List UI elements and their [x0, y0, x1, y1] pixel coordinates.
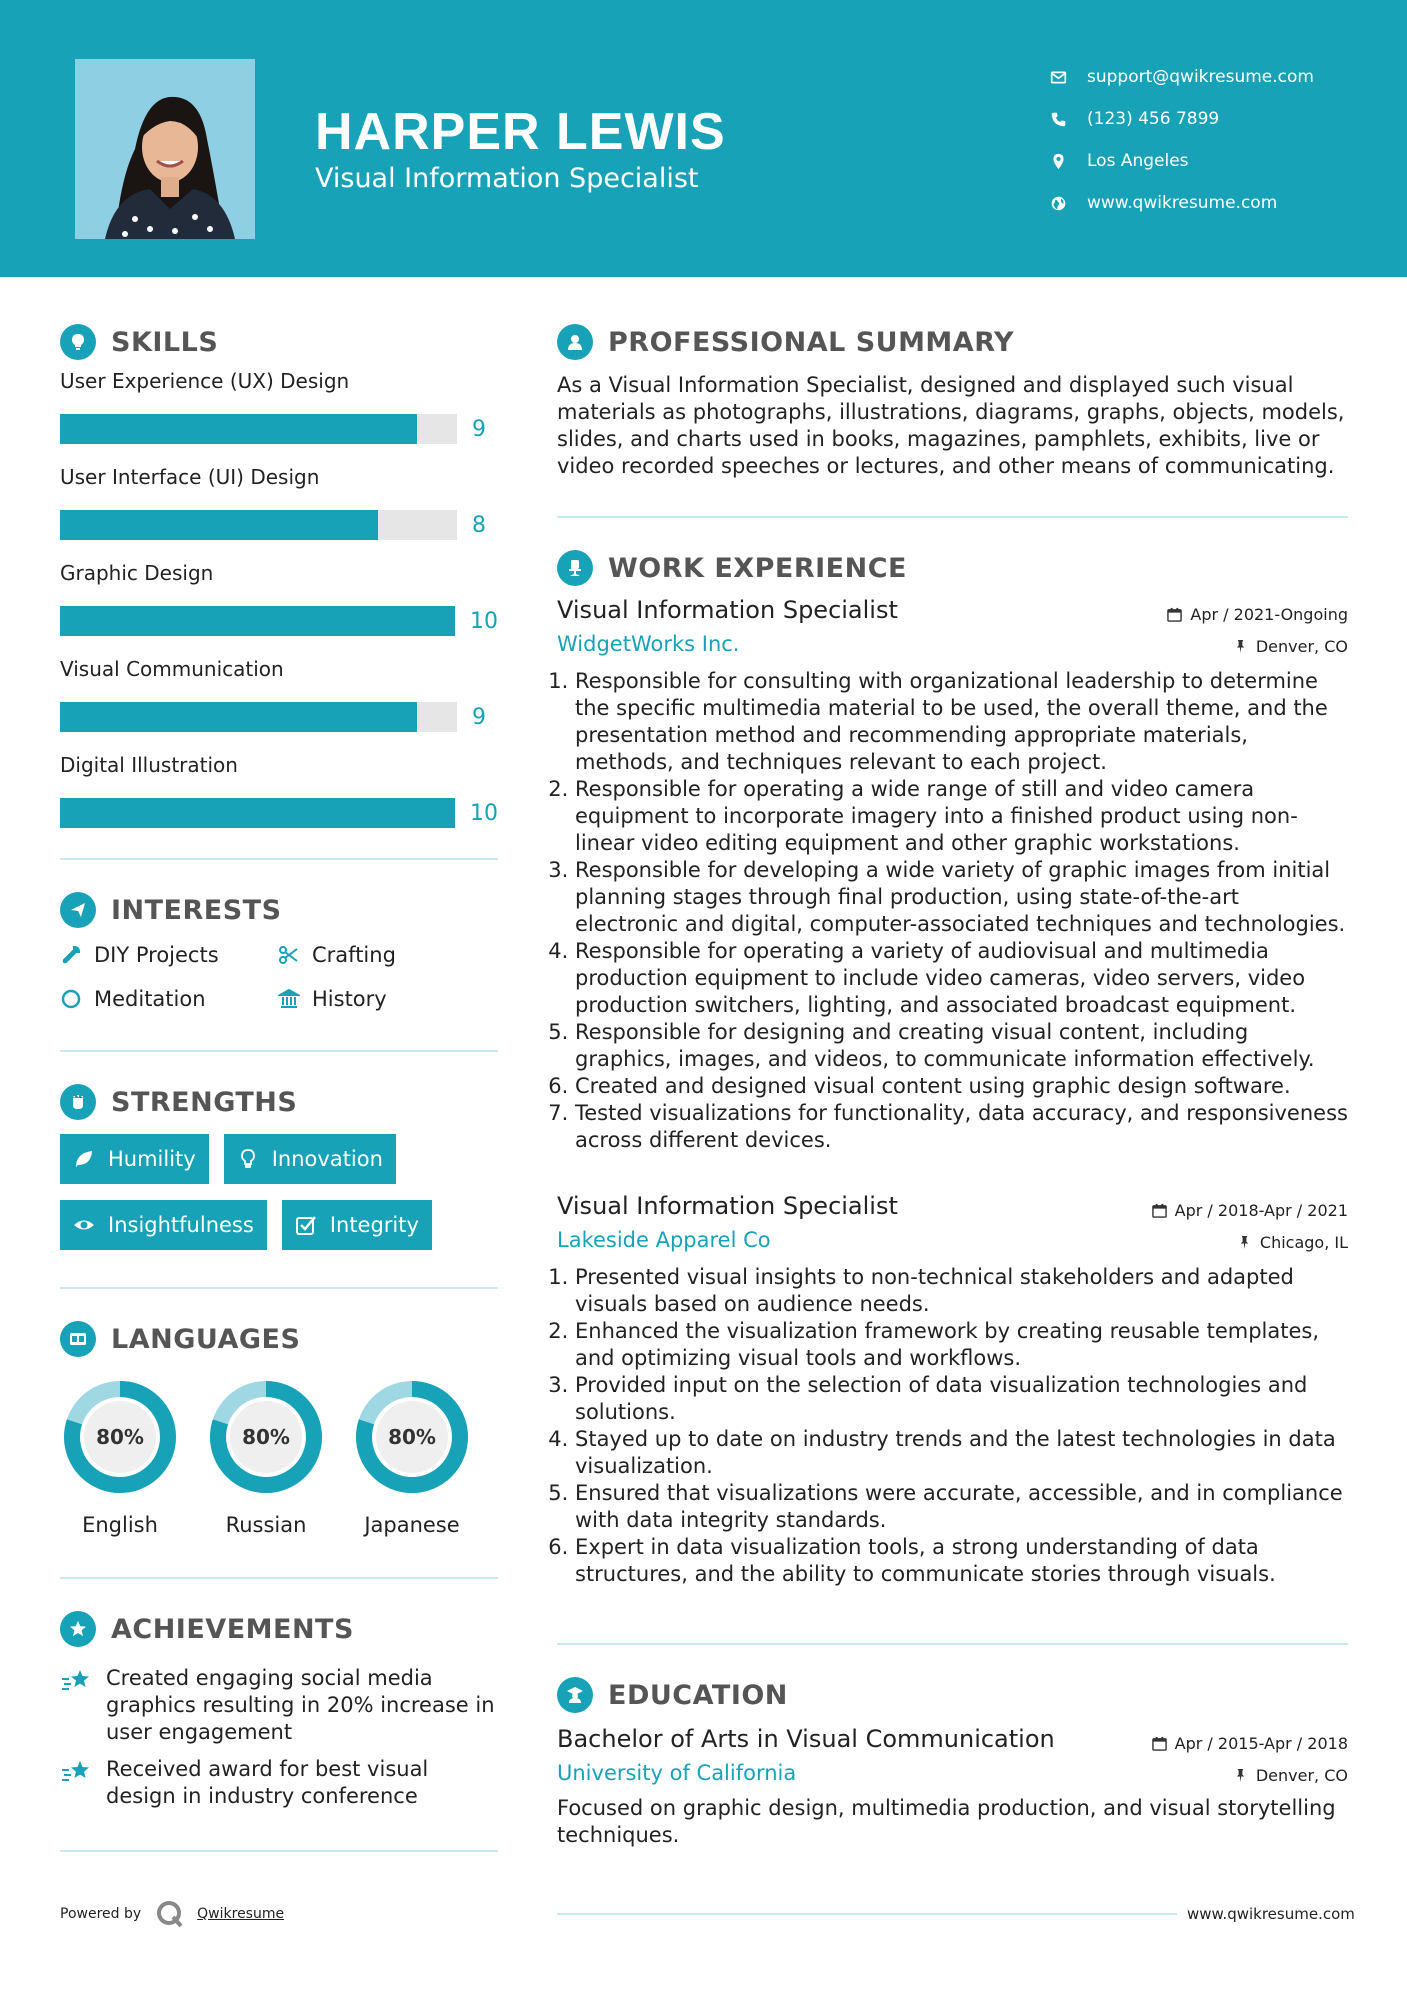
strengths-list — [60, 1134, 498, 1250]
calendar-icon — [1167, 607, 1182, 622]
paper-plane-icon — [60, 892, 96, 928]
map-pin-icon — [1050, 153, 1067, 170]
responsibility-item: 6. Created and designed visual content using graphic design software. — [575, 1073, 1348, 1100]
responsibility-item: 6. Expert in data visualization tools, a strong understanding of data structures, and the ability to communicate stories through visuals. — [575, 1534, 1348, 1588]
check-square-icon — [295, 1214, 317, 1236]
language-name: Russian — [225, 1513, 307, 1537]
summary-text: As a Visual Information Specialist, designed and displayed such visual materials as photographs, illustrations, diagrams, graphs, objects, models, slides, and charts used in books, magazines, pamphlets, exhibits, live or video recorded speeches or lectures, and other means of communicating. — [557, 373, 1345, 478]
job-location-text: Chicago, IL — [1259, 1233, 1348, 1252]
job-head — [557, 1192, 1348, 1220]
job-title: Visual Information Specialist — [557, 596, 898, 624]
language-item — [206, 1377, 326, 1537]
achievements-section — [60, 1609, 498, 1810]
interest-item — [60, 986, 278, 1012]
skill-name: Visual Communication — [60, 657, 284, 681]
experience-section — [557, 548, 1348, 1588]
education-degree: Bachelor of Arts in Visual Communication — [557, 1725, 1055, 1753]
pushpin-icon — [1233, 639, 1248, 654]
job-company: WidgetWorks Inc. — [557, 632, 740, 656]
skill-name: Graphic Design — [60, 561, 214, 585]
strength-label: Innovation — [271, 1147, 383, 1171]
skill-bar-track — [60, 798, 455, 828]
skill-bar-track — [60, 510, 457, 540]
interests-heading — [60, 890, 498, 930]
job-entry — [557, 1192, 1348, 1588]
responsibilities-list — [557, 668, 1348, 1154]
language-name: English — [82, 1513, 158, 1537]
graduate-icon — [557, 1677, 593, 1713]
strength-badge — [224, 1134, 396, 1184]
lightbulb-icon — [60, 324, 96, 360]
skill-name: User Experience (UX) Design — [60, 369, 350, 393]
skill-row — [60, 588, 498, 644]
circle-icon — [60, 988, 82, 1010]
job-location-text: Denver, CO — [1255, 637, 1348, 656]
job-dates-text: Apr / 2021-Ongoing — [1190, 605, 1348, 624]
skill-bar-fill — [60, 702, 417, 732]
interest-item — [278, 986, 478, 1012]
powered-by-brand-link[interactable]: Qwikresume — [197, 1906, 285, 1922]
achievement-text: Created engaging social media graphics resulting in 20% increase in user engagement — [106, 1666, 495, 1744]
job-title: Visual Information Specialist — [557, 1192, 898, 1220]
powered-by — [60, 1899, 284, 1929]
skill-bar-fill — [60, 414, 417, 444]
education-location — [1233, 1766, 1348, 1785]
skill-value: 8 — [472, 512, 486, 538]
chair-icon — [557, 550, 593, 586]
experience-heading — [557, 548, 1348, 588]
skills-section — [60, 322, 498, 836]
skill-item — [60, 654, 498, 740]
education-location-text: Denver, CO — [1255, 1766, 1348, 1785]
skill-value: 10 — [470, 608, 498, 634]
achievement-item — [60, 1665, 498, 1746]
language-percent: 80% — [242, 1425, 290, 1449]
contact-website[interactable] — [1050, 182, 1314, 224]
job-subhead — [557, 632, 1348, 656]
responsibility-item: 1. Responsible for consulting with organizational leadership to determine the specific multimedia material to be used, the overall theme, and the presentation method and recommending appropriate materials, methods, and techniques relevant to each project. — [575, 668, 1348, 776]
footer-divider — [557, 1913, 1177, 1915]
interests-heading-label: INTERESTS — [111, 894, 282, 926]
summary-heading-label: PROFESSIONAL SUMMARY — [608, 326, 1015, 358]
skills-heading — [60, 322, 498, 362]
skill-bar-fill — [60, 798, 455, 828]
skill-value: 10 — [470, 800, 498, 826]
skill-value: 9 — [472, 416, 486, 442]
wrench-icon — [60, 944, 82, 966]
contact-phone-text: (123) 456 7899 — [1087, 109, 1220, 129]
contact-email[interactable] — [1050, 56, 1314, 98]
envelope-icon — [1050, 69, 1067, 86]
skill-item — [60, 558, 498, 644]
left-column — [60, 322, 498, 1852]
language-item — [60, 1377, 180, 1537]
strengths-section — [60, 1082, 498, 1250]
section-divider — [60, 1577, 498, 1579]
strength-badge — [60, 1134, 209, 1184]
strength-badge — [282, 1200, 432, 1250]
language-item — [352, 1377, 472, 1537]
languages-heading — [60, 1319, 498, 1359]
skill-item — [60, 462, 498, 548]
education-subhead — [557, 1761, 1348, 1785]
responsibility-item: 7. Tested visualizations for functionality, data accuracy, and responsiveness across different devices. — [575, 1100, 1348, 1154]
contact-phone[interactable] — [1050, 98, 1314, 140]
skill-row — [60, 780, 498, 836]
skills-list — [60, 366, 498, 836]
candidate-name: HARPER LEWIS — [315, 103, 726, 161]
skill-name: Digital Illustration — [60, 753, 238, 777]
strength-badge — [60, 1200, 267, 1250]
responsibility-item: 5. Ensured that visualizations were accurate, accessible, and in compliance with data integrity standards. — [575, 1480, 1348, 1534]
responsibility-item: 4. Responsible for operating a variety of audiovisual and multimedia production equipment to include video cameras, video servers, video production switchers, lighting, and associated broadcast equipment. — [575, 938, 1348, 1019]
job-dates — [1167, 605, 1348, 624]
calendar-icon — [1152, 1736, 1167, 1751]
education-heading-label: EDUCATION — [608, 1679, 788, 1711]
skill-item — [60, 750, 498, 836]
shooting-star-icon — [60, 1758, 94, 1788]
language-gauge — [60, 1377, 180, 1497]
powered-by-label: Powered by — [60, 1906, 142, 1922]
interest-item — [278, 942, 478, 968]
skill-value: 9 — [472, 704, 486, 730]
job-entry — [557, 596, 1348, 1154]
contact-location — [1050, 140, 1314, 182]
interest-label: Meditation — [94, 987, 206, 1011]
responsibility-item: 1. Presented visual insights to non-technical stakeholders and adapted visuals based on audience needs. — [575, 1264, 1348, 1318]
languages-list — [60, 1377, 498, 1537]
achievement-text: Received award for best visual design in industry conference — [106, 1757, 429, 1808]
languages-section — [60, 1319, 498, 1537]
shooting-star-icon — [60, 1667, 94, 1697]
job-company: Lakeside Apparel Co — [557, 1228, 771, 1252]
skill-bar-fill — [60, 510, 378, 540]
job-head — [557, 596, 1348, 624]
phone-icon — [1050, 111, 1067, 128]
leaf-icon — [73, 1148, 95, 1170]
interest-item — [60, 942, 278, 968]
education-description: Focused on graphic design, multimedia production, and visual storytelling techniques. — [557, 1796, 1336, 1847]
skill-row — [60, 396, 498, 452]
strengths-heading — [60, 1082, 498, 1122]
responsibility-item: 5. Responsible for designing and creating visual content, including graphics, images, and videos, to communicate information effectively. — [575, 1019, 1348, 1073]
responsibility-item: 2. Responsible for operating a wide range of still and video camera equipment to incorporate imagery into a finished product using non-linear video editing equipment and other graphic workstations. — [575, 776, 1348, 857]
scissors-icon — [278, 944, 300, 966]
education-dates-text: Apr / 2015-Apr / 2018 — [1174, 1734, 1348, 1753]
skill-item — [60, 366, 498, 452]
responsibility-item: 3. Provided input on the selection of data visualization technologies and solutions. — [575, 1372, 1348, 1426]
contact-website-text: www.qwikresume.com — [1087, 193, 1278, 213]
job-dates-text: Apr / 2018-Apr / 2021 — [1174, 1201, 1348, 1220]
skill-row — [60, 684, 498, 740]
strength-label: Integrity — [329, 1213, 419, 1237]
job-location — [1237, 1233, 1348, 1252]
language-percent: 80% — [96, 1425, 144, 1449]
fist-icon — [60, 1084, 96, 1120]
job-location — [1233, 637, 1348, 656]
jobs-list — [557, 596, 1348, 1588]
education-heading — [557, 1675, 1348, 1715]
job-subhead — [557, 1228, 1348, 1252]
profile-photo — [75, 59, 255, 239]
star-badge-icon — [60, 1611, 96, 1647]
contact-email-text: support@qwikresume.com — [1087, 67, 1314, 87]
pushpin-icon — [1237, 1235, 1252, 1250]
education-dates — [1152, 1734, 1348, 1753]
lightbulb-icon — [237, 1148, 259, 1170]
skill-row — [60, 492, 498, 548]
globe-icon — [1050, 195, 1067, 212]
language-gauge — [206, 1377, 326, 1497]
summary-section — [557, 322, 1348, 480]
interest-label: DIY Projects — [94, 943, 219, 967]
user-icon — [557, 324, 593, 360]
section-divider — [60, 1850, 498, 1852]
skill-bar-track — [60, 414, 457, 444]
responsibility-item: 3. Responsible for developing a wide variety of graphic images from initial planning stages through final production, using state-of-the-art electronic and digital, computer-associated techniques and technologies. — [575, 857, 1348, 938]
skill-bar-track — [60, 702, 457, 732]
resume-header — [0, 0, 1407, 277]
skill-bar-fill — [60, 606, 455, 636]
right-column — [557, 322, 1348, 1849]
education-section — [557, 1675, 1348, 1849]
strength-label: Insightfulness — [108, 1213, 254, 1237]
responsibility-item: 2. Enhanced the visualization framework by creating reusable templates, and optimizing visual tools and workflows. — [575, 1318, 1348, 1372]
section-divider — [60, 1050, 498, 1052]
responsibilities-list — [557, 1264, 1348, 1588]
section-divider — [557, 516, 1348, 518]
contact-info — [1050, 56, 1314, 224]
achievement-item — [60, 1756, 498, 1810]
languages-heading-label: LANGUAGES — [111, 1323, 301, 1355]
interest-label: Crafting — [312, 943, 396, 967]
section-divider — [60, 858, 498, 860]
education-school: University of California — [557, 1761, 797, 1785]
pushpin-icon — [1233, 1768, 1248, 1783]
strength-label: Humility — [108, 1147, 196, 1171]
contact-location-text: Los Angeles — [1087, 151, 1189, 171]
interest-label: History — [312, 987, 387, 1011]
museum-icon — [278, 988, 300, 1010]
section-divider — [60, 1287, 498, 1289]
section-divider — [557, 1643, 1348, 1645]
language-gauge — [352, 1377, 472, 1497]
responsibility-item: 4. Stayed up to date on industry trends and the latest technologies in data visualization. — [575, 1426, 1348, 1480]
job-dates — [1152, 1201, 1348, 1220]
qwikresume-logo-icon — [155, 1899, 185, 1929]
eye-icon — [73, 1214, 95, 1236]
achievements-heading — [60, 1609, 498, 1649]
footer-url[interactable]: www.qwikresume.com — [1187, 1905, 1355, 1923]
strengths-heading-label: STRENGTHS — [111, 1086, 298, 1118]
achievements-heading-label: ACHIEVEMENTS — [111, 1613, 354, 1645]
interests-section — [60, 890, 498, 1012]
skill-name: User Interface (UI) Design — [60, 465, 320, 489]
summary-heading — [557, 322, 1348, 362]
skill-bar-track — [60, 606, 455, 636]
language-icon — [60, 1321, 96, 1357]
experience-heading-label: WORK EXPERIENCE — [608, 552, 907, 584]
language-percent: 80% — [388, 1425, 436, 1449]
interests-list — [60, 942, 498, 1012]
candidate-title: Visual Information Specialist — [315, 163, 699, 194]
language-name: Japanese — [364, 1513, 460, 1537]
education-head — [557, 1725, 1348, 1753]
skills-heading-label: SKILLS — [111, 326, 219, 358]
calendar-icon — [1152, 1203, 1167, 1218]
